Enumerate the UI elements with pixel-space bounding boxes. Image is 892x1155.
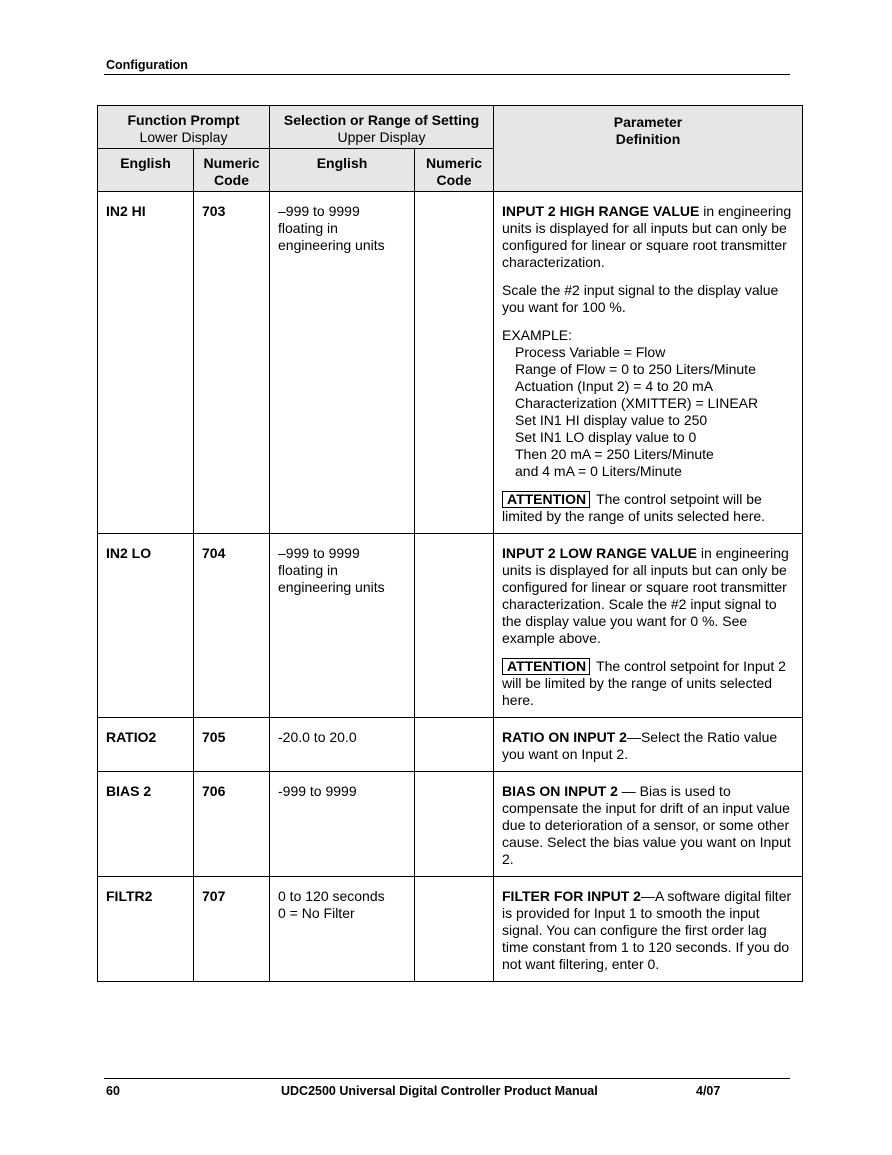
english-label: English (316, 155, 368, 171)
footer-rule (104, 1078, 790, 1079)
definition-title: RATIO ON INPUT 2 (502, 729, 627, 745)
header-rule (104, 74, 790, 75)
definition-label: Definition (615, 131, 681, 147)
definition-title: BIAS ON INPUT 2 (502, 783, 618, 799)
range-code-cell (415, 718, 494, 772)
definition-cell (494, 534, 803, 718)
code-cell: 704 (194, 534, 270, 718)
example-line: Actuation (Input 2) = 4 to 20 mA (515, 378, 714, 394)
example-line: Set IN1 HI display value to 250 (515, 412, 708, 428)
definition-text: in engineering units is displayed for all inputs but can only be configured for linear or square root transmitter characterization. Scale the #2 input signal to the display value you want for 0 %. See example above. (502, 545, 789, 646)
selection-range-header (270, 106, 494, 149)
example-line: Then 20 mA = 250 Liters/Minute (515, 446, 714, 462)
definition-title: INPUT 2 HIGH RANGE VALUE (502, 203, 700, 219)
range-code-cell (415, 192, 494, 534)
function-prompt-header (98, 106, 270, 149)
numeric-code-label: Numeric Code (203, 155, 260, 188)
definition-text: Scale the #2 input signal to the display value you want for 100 %. (502, 282, 779, 315)
numeric-code-label: Numeric Code (425, 155, 483, 188)
table-row (98, 718, 803, 772)
range-line: 0 to 120 seconds (278, 888, 385, 904)
selection-range-label: Selection or Range of Setting (283, 112, 480, 128)
definition-title: INPUT 2 LOW RANGE VALUE (502, 545, 697, 561)
definition-text: in engineering units is displayed for all inputs but can only be configured for linear or square root transmitter characterization. (502, 203, 792, 270)
range-english-header (270, 149, 415, 192)
upper-display-label: Upper Display (337, 129, 426, 145)
prompt-numeric-code-header (194, 149, 270, 192)
prompt-cell: BIAS 2 (98, 772, 194, 877)
prompt-cell: IN2 LO (98, 534, 194, 718)
manual-title: UDC2500 Universal Digital Controller Product Manual (281, 1084, 598, 1098)
code-cell: 705 (194, 718, 270, 772)
code-cell: 703 (194, 192, 270, 534)
range-numeric-code-header (415, 149, 494, 192)
example-line: Characterization (XMITTER) = LINEAR (515, 395, 759, 411)
range-line: 0 = No Filter (278, 905, 355, 921)
range-code-cell (415, 772, 494, 877)
prompt-cell: IN2 HI (98, 192, 194, 534)
definition-title: FILTER FOR INPUT 2 (502, 888, 641, 904)
example-line: Set IN1 LO display value to 0 (515, 429, 697, 445)
prompt-cell: RATIO2 (98, 718, 194, 772)
definition-cell (494, 192, 803, 534)
table-row (98, 192, 803, 534)
configuration-table (97, 105, 803, 982)
table-row (98, 534, 803, 718)
attention-text: The control setpoint for Input 2 will be limited by the range of units selected here. (502, 658, 786, 708)
attention-badge: ATTENTION (502, 658, 590, 675)
table-row (98, 877, 803, 982)
attention-badge: ATTENTION (502, 491, 590, 508)
parameter-label: Parameter (613, 114, 683, 130)
lower-display-label: Lower Display (139, 129, 228, 145)
function-prompt-label: Function Prompt (127, 112, 240, 128)
definition-text: — Bias is used to compensate the input for drift of an input value due to deterioration of a sensor, or some other cause. Select the bias value you want on Input 2. (502, 783, 791, 867)
example-line: Process Variable = Flow (515, 344, 666, 360)
example-line: Range of Flow = 0 to 250 Liters/Minute (515, 361, 756, 377)
range-cell: –999 to 9999 floating in engineering units (270, 534, 415, 718)
prompt-cell: FILTR2 (98, 877, 194, 982)
range-code-cell (415, 877, 494, 982)
prompt-english-header (98, 149, 194, 192)
publication-date: 4/07 (696, 1084, 721, 1098)
definition-text: —Select the Ratio value you want on Input 2. (502, 729, 778, 762)
range-cell: -999 to 9999 (270, 772, 415, 877)
definition-text: —A software digital filter is provided for Input 1 to smooth the input signal. You can configure the first order lag time constant from 1 to 120 seconds. If you do not want filtering, enter 0. (502, 888, 792, 972)
range-code-cell (415, 534, 494, 718)
page-number: 60 (106, 1084, 120, 1098)
code-cell: 706 (194, 772, 270, 877)
range-cell (270, 877, 415, 982)
code-cell: 707 (194, 877, 270, 982)
parameter-definition-header (494, 106, 803, 192)
example-label: EXAMPLE: (502, 327, 573, 343)
example-line: and 4 mA = 0 Liters/Minute (515, 463, 682, 479)
example-block (502, 327, 794, 480)
section-title: Configuration (106, 58, 188, 72)
range-cell: –999 to 9999 floating in engineering units (270, 192, 415, 534)
table-row (98, 772, 803, 877)
english-label: English (120, 155, 171, 171)
range-cell: -20.0 to 20.0 (270, 718, 415, 772)
definition-cell (494, 772, 803, 877)
definition-cell (494, 877, 803, 982)
definition-cell (494, 718, 803, 772)
attention-text: The control setpoint will be limited by the range of units selected here. (502, 491, 766, 524)
